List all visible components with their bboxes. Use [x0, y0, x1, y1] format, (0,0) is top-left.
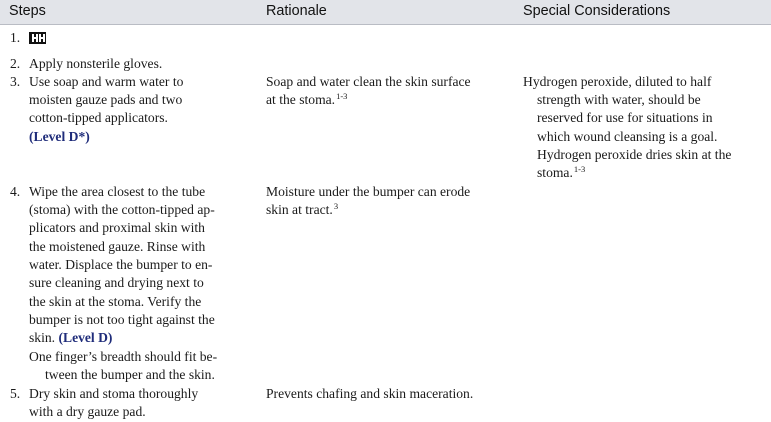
consideration-text: Hydrogen peroxide, diluted to half: [523, 74, 712, 89]
consideration-text: stoma.$^{1-3}$: [537, 164, 586, 180]
rationale-text: at the stoma.$^{1-3}$: [266, 91, 348, 107]
step-text: the skin at the stoma. Verify the: [29, 294, 202, 309]
rationale-text: Soap and water clean the skin surface: [266, 74, 471, 89]
evidence-level: (Level D): [58, 330, 113, 345]
reference-superscript: 3: [333, 201, 339, 211]
step-text: (stoma) with the cotton-tipped ap-: [29, 202, 215, 217]
rationale-text: Prevents chafing and skin maceration.: [266, 386, 474, 401]
step-text: moisten gauze pads and two: [29, 92, 183, 107]
step-number: 4.: [10, 184, 21, 199]
step-text: bumper is not too tight against the: [29, 312, 215, 327]
step-text: with a dry gauze pad.: [29, 404, 146, 419]
step-number: 1.: [10, 30, 21, 45]
consideration-text: reserved for use for situations in: [537, 110, 713, 125]
step-text: Apply nonsterile gloves.: [29, 56, 163, 71]
step-text: Wipe the area closest to the tube: [29, 184, 206, 199]
step-number: 2.: [10, 56, 21, 71]
header-rationale: Rationale: [266, 3, 327, 19]
step-text: water. Displace the bumper to en-: [29, 257, 213, 272]
step-text: the moistened gauze. Rinse with: [29, 239, 206, 254]
step-note: One finger’s breadth should fit be-: [29, 349, 218, 364]
table-header: [0, 0, 771, 25]
evidence-level: (Level D*): [29, 129, 90, 144]
step-text: plicators and proximal skin with: [29, 220, 205, 235]
rationale-text: Moisture under the bumper can erode: [266, 184, 471, 199]
step-note: tween the bumper and the skin.: [45, 367, 215, 382]
consideration-text: strength with water, should be: [537, 92, 701, 107]
step-text: cotton-tipped applicators.: [29, 110, 168, 125]
step-text: Dry skin and stoma thoroughly: [29, 386, 199, 401]
consideration-text: which wound cleansing is a goal.: [537, 129, 718, 144]
step-text: Use soap and warm water to: [29, 74, 184, 89]
step-text: skin. (Level D): [29, 330, 113, 345]
consideration-text: Hydrogen peroxide dries skin at the: [537, 147, 732, 162]
header-steps: Steps: [9, 3, 46, 19]
step-number: 3.: [10, 74, 21, 89]
reference-superscript: 1-3: [573, 164, 586, 174]
reference-superscript: 1-3: [336, 91, 348, 101]
step-text: sure cleaning and drying next to: [29, 275, 204, 290]
header-special-considerations: Special Considerations: [523, 3, 671, 19]
hand-hygiene-icon: [29, 32, 46, 44]
rationale-text: skin at tract.$^3$: [266, 201, 339, 217]
step-number: 5.: [10, 386, 21, 401]
